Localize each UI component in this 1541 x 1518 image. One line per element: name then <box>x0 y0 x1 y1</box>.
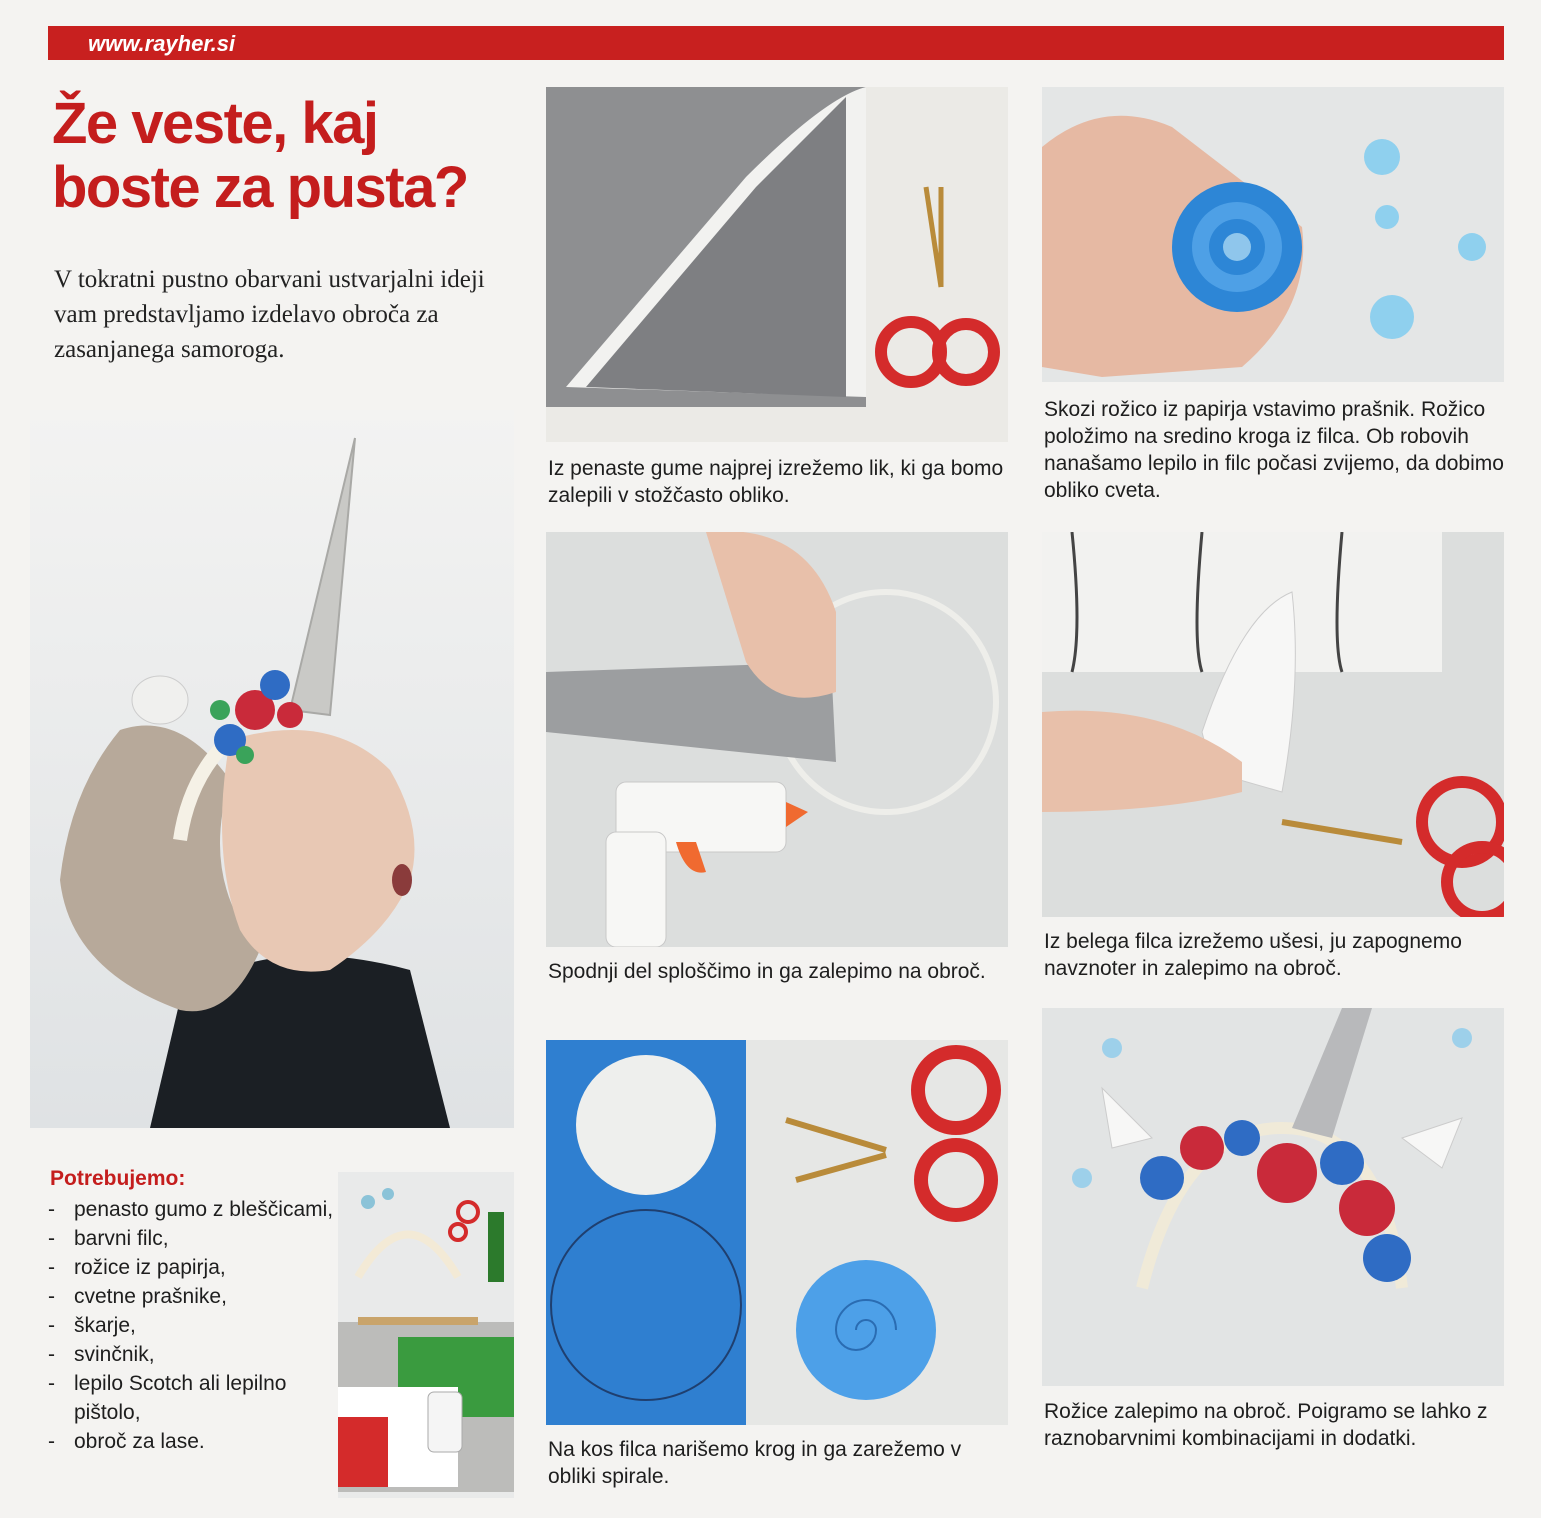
step-1-caption: Iz penaste gume najprej izrežemo lik, ki ga bomo zalepili v stožčasto obliko. <box>548 457 1004 507</box>
step-4-caption: Iz belega filca izrežemo ušesi, ju zapognemo navznoter in zalepimo na obroč. <box>1044 930 1462 980</box>
step-5-photo <box>546 1040 1008 1425</box>
list-item: - rožice iz papirja, <box>48 1253 338 1282</box>
list-item: - lepilo Scotch ali lepilno pištolo, <box>48 1369 338 1427</box>
step-3-photo <box>546 532 1008 947</box>
list-item: - svinčnik, <box>48 1340 338 1369</box>
step-4-photo <box>1042 532 1504 917</box>
step-2-photo <box>1042 87 1504 382</box>
article-intro: V tokratni pustno obarvani ustvarjalni ideji vam predstavljamo izdelavo obroča za zasanjanega samoroga. <box>54 266 485 363</box>
list-item: - cvetne prašnike, <box>48 1282 338 1311</box>
step-6-photo <box>1042 1008 1504 1386</box>
materials-list <box>48 1195 338 1456</box>
site-url: www.rayher.si <box>88 31 236 56</box>
list-item: - škarje, <box>48 1311 338 1340</box>
unicorn-headband-photo <box>30 410 514 1128</box>
materials-photo <box>338 1172 514 1498</box>
step-3-caption: Spodnji del sploščimo in ga zalepimo na obroč. <box>548 960 986 983</box>
step-6-caption: Rožice zalepimo na obroč. Poigramo se lahko z raznobarvnimi kombinacijami in dodatki. <box>1044 1400 1488 1450</box>
article-title: Že veste, kaj boste za pusta? <box>52 91 468 220</box>
step-1-photo <box>546 87 1008 442</box>
step-2-caption: Skozi rožico iz papirja vstavimo prašnik. Rožico položimo na sredino kroga iz filca. Ob robovih nanašamo lepilo in filc počasi zvijemo, da dobimo obliko cveta. <box>1044 398 1504 502</box>
list-item: - obroč za lase. <box>48 1427 338 1456</box>
materials-title: Potrebujemo: <box>50 1167 186 1190</box>
step-5-caption: Na kos filca narišemo krog in ga zarežemo v obliki spirale. <box>548 1438 962 1488</box>
header-bar <box>48 26 1504 60</box>
list-item: - penasto gumo z bleščicami, <box>48 1195 338 1224</box>
list-item: - barvni filc, <box>48 1224 338 1253</box>
